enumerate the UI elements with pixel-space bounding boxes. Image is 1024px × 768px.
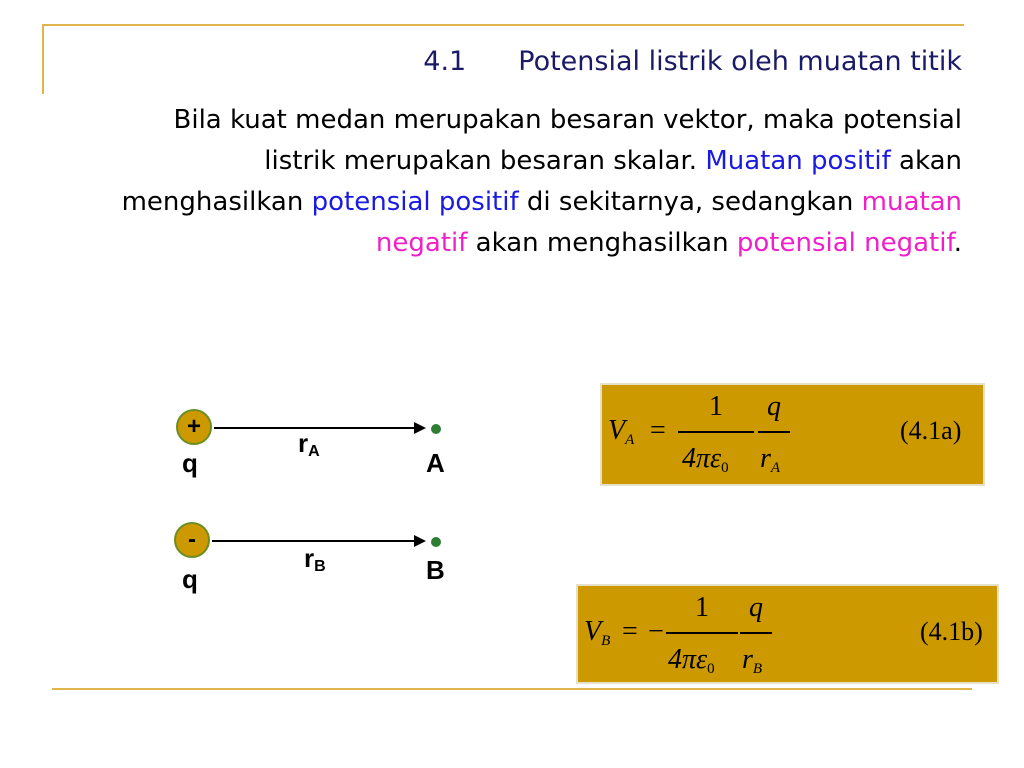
- eq-b-num2: q: [749, 592, 763, 623]
- eq-b-lhs: $V_B$: [584, 616, 611, 649]
- eq-a-bar2: [758, 431, 790, 433]
- distance-label-a: $r_A$: [298, 428, 320, 460]
- eq-a-num2: q: [767, 391, 781, 422]
- eq-b-bar1: [666, 632, 738, 634]
- eq-a-tag: (4.1a): [900, 416, 962, 445]
- eq-b-den1: $4\pi\varepsilon_0$: [668, 644, 715, 677]
- para-highlight-muatan-positif: Muatan positif: [705, 146, 891, 176]
- para-highlight-muatan-negatif: muatan negatif: [375, 187, 962, 258]
- decor-line-left: [42, 24, 44, 94]
- eq-a-den1: $4\pi\varepsilon_0$: [682, 443, 729, 476]
- equation-box-b: [576, 584, 999, 684]
- decor-line-top: [42, 24, 964, 26]
- decor-line-bottom: [52, 688, 972, 690]
- charge-label-a: q: [182, 448, 198, 478]
- para-highlight-potensial-positif: potensial positif: [311, 187, 519, 217]
- eq-b-tag: (4.1b): [920, 617, 983, 646]
- eq-a-bar1: [678, 431, 754, 433]
- body-paragraph: [102, 100, 962, 264]
- section-title: Potensial listrik oleh muatan titik: [518, 46, 962, 77]
- point-b-dot-icon: [431, 537, 441, 547]
- para-text-5: di sekitarnya, sedangkan: [518, 187, 862, 217]
- para-highlight-potensial-negatif: potensial negatif: [736, 228, 954, 258]
- equation-box-a: [600, 383, 985, 486]
- para-text-1: Bila kuat medan merupakan besaran vektor, maka potensial listrik merupakan besaran skalar.: [173, 105, 962, 176]
- eq-a-den2: $r_A$: [760, 443, 781, 476]
- section-number: 4.1: [423, 46, 467, 77]
- negative-charge-icon: -: [174, 522, 210, 558]
- charge-label-b: q: [182, 564, 198, 594]
- point-a-dot-icon: [431, 424, 441, 434]
- arrow-line-b: [212, 540, 418, 542]
- eq-b-num1: 1: [695, 592, 709, 623]
- point-label-a: A: [426, 448, 445, 478]
- point-label-b: B: [426, 555, 445, 585]
- eq-b-bar2: [740, 632, 772, 634]
- eq-b-den2: $r_B$: [742, 644, 763, 677]
- arrow-head-a-icon: [414, 422, 426, 434]
- para-text-7: akan menghasilkan: [467, 228, 737, 258]
- eq-a-num1: 1: [709, 391, 723, 422]
- eq-a-lhs: $V_A$: [608, 415, 635, 448]
- arrow-head-b-icon: [414, 535, 426, 547]
- section-heading: [423, 46, 962, 77]
- eq-b-minus: −: [648, 616, 664, 647]
- eq-b-equals: =: [622, 616, 638, 647]
- positive-charge-icon: +: [176, 409, 212, 445]
- para-text-3: akan menghasilkan: [121, 146, 962, 217]
- distance-label-b: $r_B$: [304, 543, 326, 575]
- para-text-9: .: [953, 228, 962, 258]
- eq-a-equals: =: [650, 415, 666, 446]
